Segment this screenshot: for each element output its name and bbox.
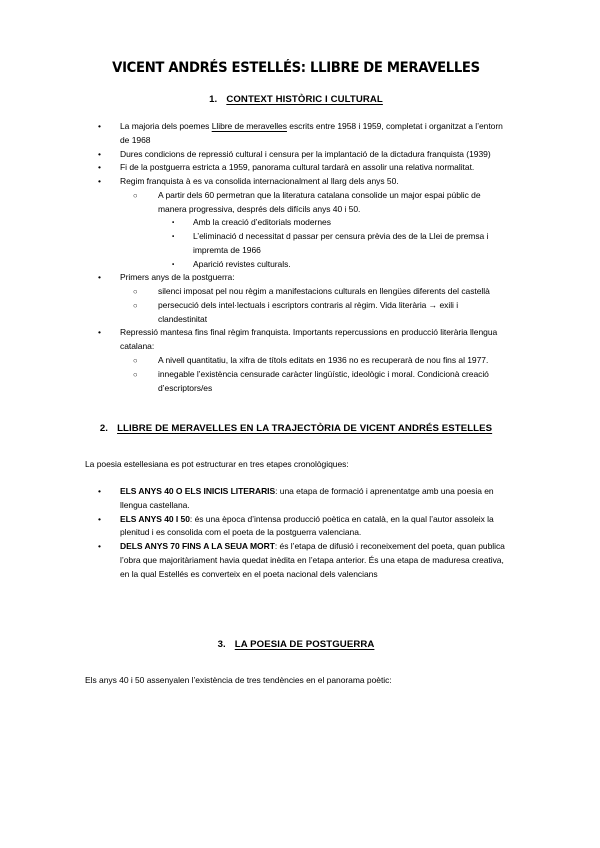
list-item (85, 148, 507, 162)
circle-bullet-icon (133, 368, 138, 382)
bullet-lead-bold: ELS ANYS 40 I 50 (120, 513, 190, 524)
list-item (85, 161, 507, 175)
bullet-text-part-2: escrits entre 1958 i 1959, completat i organitzat a l’entorn de 1968 (120, 120, 503, 145)
disc-bullet-icon (98, 175, 101, 189)
disc-bullet-icon (98, 540, 101, 554)
list-item (85, 258, 507, 272)
bullet-text-part-1: La majoria dels poemes (120, 120, 212, 131)
bullet-text: persecució dels intel·lectuals i escriptors contraris al règim. Vida literària → exili i clandestinitat (158, 299, 459, 324)
section-1-sublist-a (85, 189, 507, 217)
circle-bullet-icon (133, 285, 138, 299)
bullet-text: silenci imposat pel nou règim a manifestacions culturals en llengües diferents del castellà (158, 286, 490, 297)
section-1-bullet-list-3 (85, 326, 507, 354)
list-item (85, 299, 507, 327)
section-3-intro: Els anys 40 i 50 assenyalen l’existència de tres tendències en el panorama poètic: (85, 675, 392, 686)
disc-bullet-icon (98, 271, 101, 285)
bullet-text: : és l’etapa de difusió i reconeixement del poeta, quan publica l’obra que majoritàriament havia quedat inèdita en l’etapa anterior. És una etapa de maduresa creativa, en la qual Estellés es converteix en el poeta nacional dels valencians (120, 541, 505, 579)
bullet-text: Fi de la postguerra estricta a 1959, panorama cultural tardarà en assolir una relativa normalitat. (120, 162, 475, 173)
section-1-title: CONTEXT HISTÒRIC I CULTURAL (226, 94, 383, 106)
bullet-text: Aparició revistes culturals. (193, 258, 291, 269)
bullet-text: A nivell quantitatiu, la xifra de títols editats en 1936 no es recuperarà de nou fins al 1977. (158, 354, 489, 365)
disc-bullet-icon (98, 513, 101, 527)
disc-bullet-icon (98, 120, 101, 134)
section-1-sublist-b (85, 285, 507, 326)
section-2-title: LLIBRE DE MERAVELLES EN LA TRAJECTÒRIA DE VICENT ANDRÉS ESTELLES (117, 423, 493, 435)
bullet-text: innegable l’existència censurade caràcter lingüístic, ideològic i moral. Condicionà creació d’escriptors/es (158, 368, 489, 393)
section-2-bullet-list (85, 485, 507, 581)
list-item (85, 216, 507, 230)
square-bullet-icon (172, 216, 174, 230)
list-item (85, 540, 507, 581)
section-1-number: 1. (209, 94, 218, 106)
bullet-text: Primers anys de la postguerra: (120, 272, 235, 283)
section-2-number: 2. (99, 423, 109, 435)
disc-bullet-icon (98, 148, 101, 162)
list-item (85, 285, 507, 299)
bullet-text: : és una època d’intensa producció poètica en català, en la qual l’autor assoleix la plenitud i es consolida com el poeta de la postguerra valenciana. (120, 513, 494, 538)
circle-bullet-icon (133, 189, 138, 203)
bullet-text: : una etapa de formació i aprenentatge amb una poesia en llengua castellana. (120, 485, 494, 510)
bullet-text: Regim franquista à es va consolida internacionalment al llarg dels anys 50. (120, 176, 399, 187)
circle-bullet-icon (133, 299, 138, 313)
list-item (85, 271, 507, 285)
section-3-heading (85, 639, 507, 652)
bullet-text: Amb la creació d’editorials modernes (193, 217, 331, 228)
list-item (85, 189, 507, 217)
bullet-text: L’eliminació d necessitat d passar per censura prèvia des de la Llei de premsa i impremta de 1966 (193, 231, 489, 255)
circle-bullet-icon (133, 354, 138, 368)
bullet-lead-bold: DELS ANYS 70 FINS A LA SEUA MORT (120, 541, 275, 552)
disc-bullet-icon (98, 326, 101, 340)
bullet-text: Dures condicions de repressió cultural i censura per la implantació de la dictadura franquista (1939) (120, 148, 491, 159)
section-2-heading (85, 423, 507, 436)
section-1-heading (85, 94, 507, 107)
section-1-bullet-list (85, 120, 507, 189)
document-title: VICENT ANDRÉS ESTELLÉS: LLIBRE DE MERAVELLES (112, 60, 480, 76)
list-item (85, 230, 507, 258)
list-item (85, 368, 507, 396)
list-item (85, 513, 507, 541)
bullet-text: Repressió mantesa fins final règim franquista. Importants repercussions en producció literària llengua catalana: (120, 327, 498, 352)
book-title-underlined: Llibre de meravelles (211, 120, 287, 131)
bullet-lead-bold: ELS ANYS 40 O ELS INICIS LITERARIS (120, 485, 276, 496)
document-body (85, 60, 507, 688)
section-2-intro: La poesia estellesiana es pot estructurar en tres etapes cronològiques: (85, 459, 349, 470)
list-item (85, 326, 507, 354)
list-item (85, 120, 507, 148)
section-1-sublist-c (85, 354, 507, 395)
list-item (85, 354, 507, 368)
disc-bullet-icon (98, 161, 101, 175)
section-3-number: 3. (217, 639, 226, 651)
list-item (85, 175, 507, 189)
section-1-subsublist-a (85, 216, 507, 271)
square-bullet-icon (172, 258, 174, 272)
section-1-bullet-list-2 (85, 271, 507, 285)
square-bullet-icon (172, 230, 174, 244)
disc-bullet-icon (98, 485, 101, 499)
bullet-text: A partir dels 60 permetran que la literatura catalana consolide un major espai públic de manera progressiva, després dels difícils anys 40 i 50. (158, 189, 481, 214)
section-3-title: LA POESIA DE POSTGUERRA (234, 639, 375, 651)
list-item (85, 485, 507, 513)
